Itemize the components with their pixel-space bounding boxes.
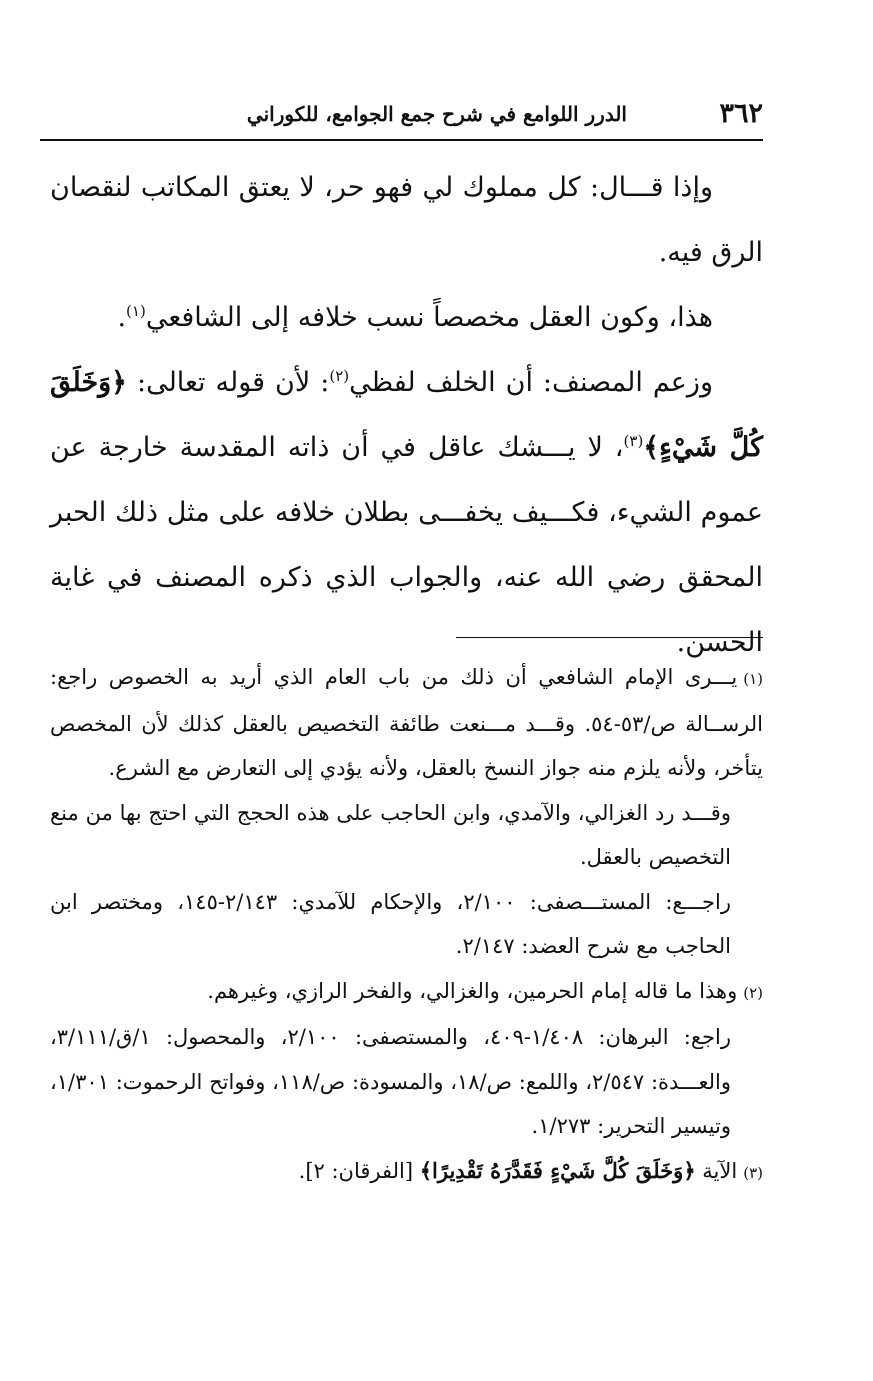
footnote-2 (50, 969, 763, 1016)
footnote-1-text-a: يـــرى الإمام الشافعي أن ذلك من باب العام الذي أريد به الخصوص راجع: الرســالة ص/٥٣-٥٤. وقـــد مـــنعت طائفة التخصيص بالعقل كذلك لأن المخصص يتأخر، ولأنه يلزم منه جواز النسخ بالعقل، ولأنه يؤدي إلى التعارض مع الشرع. (50, 665, 764, 780)
footnote-3-text-a: الآية (695, 1158, 738, 1183)
paragraph-3-b: : لأن قوله تعالى: (127, 367, 330, 398)
paragraph-2-text: هذا، وكون العقل مخصصاً نسب خلافه إلى الشافعي (145, 302, 713, 333)
footnote-ref-3[interactable]: (٣) (623, 432, 644, 450)
paragraph-1: وإذا قـــال: كل مملوك لي فهو حر، لا يعتق المكاتب لنقصان الرق فيه. (50, 172, 763, 268)
footnote-2-text-b: راجع: البرهان: ١/٤٠٨-٤٠٩، والمستصفى: ٢/١٠٠، والمحصول: ١/ق/٣/١١١، والعـــدة: ٢/٥٤٧، واللمع: ص/١٨، والمسودة: ص/١١٨، وفواتح الرحموت: ١/٣٠١، وتيسير التحرير: ١/٢٧٣. (50, 1025, 732, 1138)
footnote-1 (50, 655, 763, 791)
footnote-3-quran: ﴿وَخَلَقَ كُلَّ شَيْءٍ فَقَدَّرَهُ تَقْدِيرًا﴾ (419, 1157, 696, 1183)
paragraph-2-end: . (117, 302, 127, 333)
footnote-1-text-b: وقـــد رد الغزالي، والآمدي، وابن الحاجب على هذه الحجج التي احتج بها من منع التخصيص بالعقل. (50, 800, 731, 869)
main-text (50, 155, 763, 675)
footnote-3 (50, 1149, 763, 1196)
paragraph-3-a: وزعم المصنف: أن الخلف لفظي (349, 367, 713, 398)
footnotes (50, 655, 763, 1195)
footnote-2-text-a: وهذا ما قاله إمام الحرمين، والغزالي، والفخر الرازي، وغيرهم. (207, 978, 738, 1003)
footnote-3-text-b: [الفرقان: ٢]. (298, 1158, 420, 1183)
paragraph-3-c: ، لا يـــشك عاقل في أن ذاته المقدسة خارجة عن عموم الشيء، فكـــيف يخفـــى بطلان خلافه على مثل ذلك الحبر المحقق رضي الله عنه، والجواب الذي ذكره المصنف في غاية الحسن. (50, 432, 763, 658)
paragraph-3 (50, 350, 763, 675)
footnote-1-number: (١) (743, 670, 763, 688)
footnote-3-number: (٣) (743, 1163, 763, 1182)
header-rule (40, 139, 763, 141)
footnote-ref-1[interactable]: (١) (126, 302, 146, 320)
running-title: الدرر اللوامع في شرح جمع الجوامع، للكوراني (246, 102, 627, 126)
footnote-ref-2[interactable]: (٢) (329, 367, 350, 385)
footnote-rule (456, 637, 763, 638)
page-header (40, 96, 763, 136)
page-number: ٣٦٢ (719, 98, 763, 129)
paragraph-2 (50, 285, 763, 350)
footnote-1-text-c: راجـــع: المستـــصفى: ٢/١٠٠، والإحكام للآمدي: ٢/١٤٣-١٤٥، ومختصر ابن الحاجب مع شرح العضد: ٢/١٤٧. (50, 889, 731, 958)
quran-verse: ﴿وَخَلَقَ كُلَّ شَيْءٍ﴾ (50, 367, 763, 463)
footnote-2-number: (٢) (743, 983, 763, 1002)
